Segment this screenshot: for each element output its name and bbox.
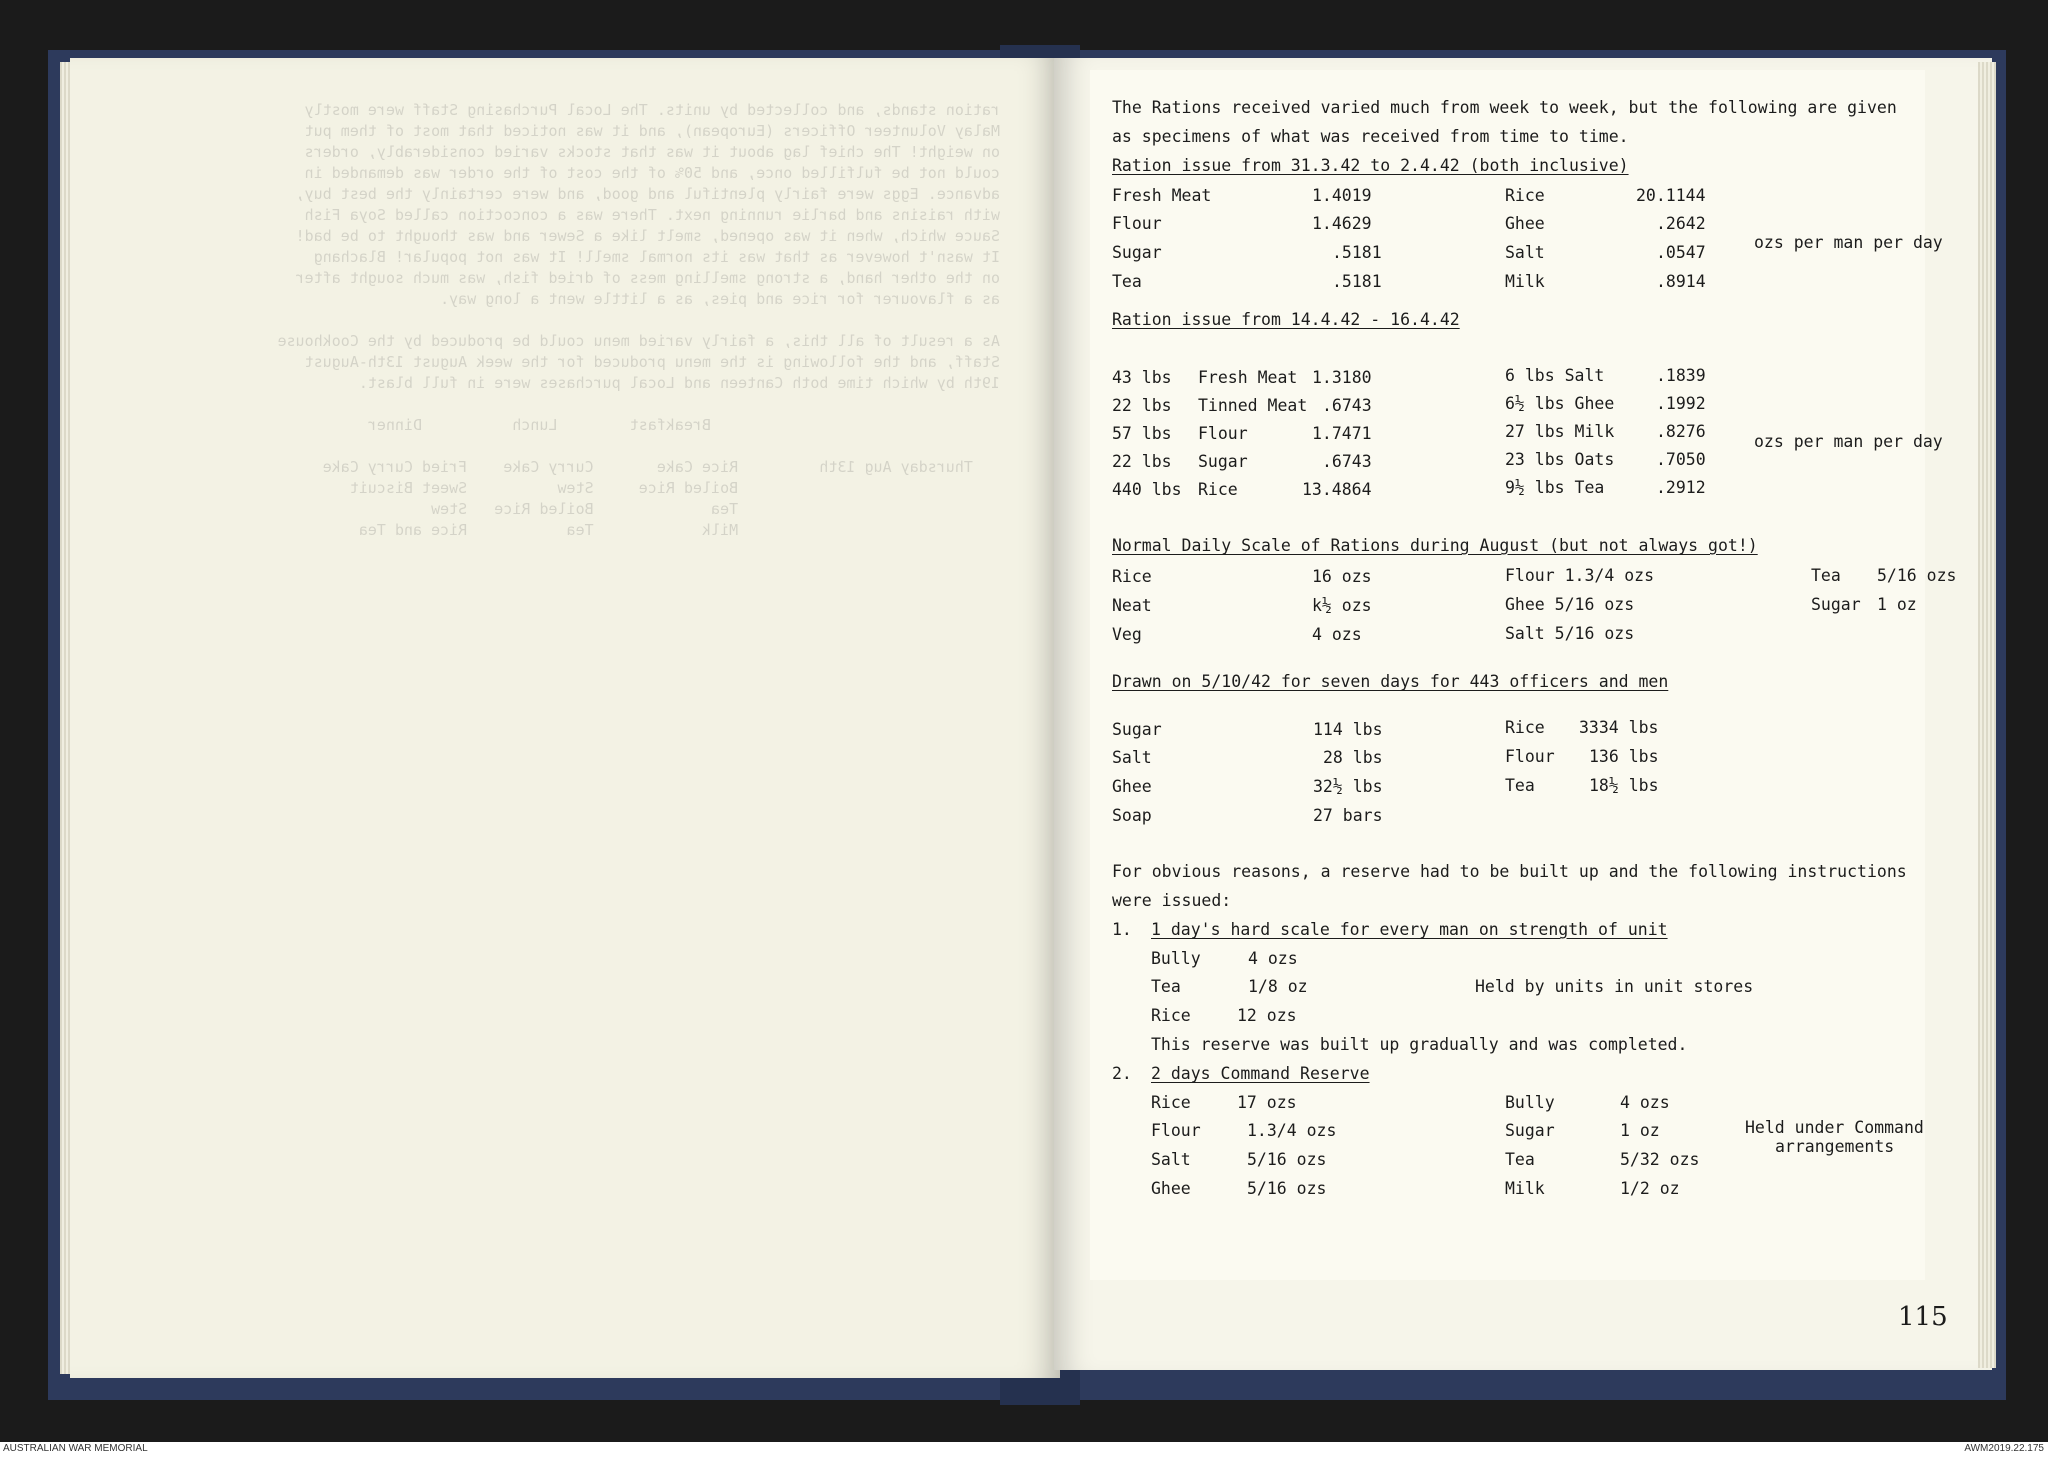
scale-item: Sugar — [1811, 595, 1861, 614]
issue1-value: 20.1144 — [1636, 186, 1706, 205]
issue2-item: Tinned Meat — [1198, 396, 1308, 415]
issue2-value: .8276 — [1656, 422, 1706, 441]
issue2-item: Rice — [1198, 480, 1238, 499]
reserve-two-item: Tea — [1505, 1150, 1535, 1169]
bleed-through-text: ration stands, and collected by units. The Local Purchasing Staff were mostly Malay Volunteer Officers (European), and it was noticed that most of them put on weight! The chief lag about it was that stocks varied considerably, orders could not be fulfilled once, and 50% of the cost of the order was demanded in advance. Eggs were fairly plentiful and good, and were certainly the best buy, with raisins and barlie running next. There was a concoction called Soya Fish Sauce which, when it was opened, smelt like a Sewer and was thought to be bad! It wasn't however as that was its normal smell! It was not popular! Blachang on the other hand, a strong smelling mess of dried fish, was much sought after as a flavourer for rice and pies, as a little went a long way. As a result of all this, a fairly varied menu could be produced by the Cookhouse Staff, and the following is the menu produced for the week August 13th-August 19th by which time both Canteen and Local purchases were in full blast. Breakfast Lunch Dinner Thursday Aug 13th Rice Cake Curry Cake Fried Curry Cake Boiled Rice Stew Sweet Biscuit Tea Boiled Rice Stew Milk Tea Rice and Tea — [277, 101, 1000, 539]
issue1-heading: Ration issue from 31.3.42 to 2.4.42 (both inclusive) — [1112, 156, 1629, 175]
issue1-item: Salt — [1505, 243, 1545, 262]
reserve-two-item: Rice — [1151, 1093, 1191, 1112]
drawn-item: Salt — [1112, 748, 1152, 767]
drawn-item: Soap — [1112, 806, 1152, 825]
issue2-value: .1992 — [1656, 394, 1706, 413]
issue2-value: .6743 — [1322, 396, 1372, 415]
reserve-two-item: Salt — [1151, 1150, 1191, 1169]
issue1-value: .5181 — [1332, 272, 1382, 291]
drawn-value: 32½ lbs — [1313, 777, 1383, 796]
reserve-two-item: Flour — [1151, 1121, 1201, 1140]
reserve-one-item: Tea — [1151, 977, 1181, 996]
drawn-value: 3334 lbs — [1579, 718, 1659, 737]
issue1-value: .8914 — [1656, 272, 1706, 291]
issue1-value: 1.4629 — [1312, 214, 1372, 233]
reserve-two-value: 1 oz — [1620, 1121, 1660, 1140]
reserve-two-value: 1/2 oz — [1620, 1179, 1680, 1198]
reserve-one-value: 4 ozs — [1248, 949, 1298, 968]
drawn-item: Sugar — [1112, 720, 1162, 739]
reserve-one-note: Held by units in unit stores — [1475, 977, 1754, 996]
reserve-two-item: Ghee — [1151, 1179, 1191, 1198]
scale-value: 4 ozs — [1312, 625, 1362, 644]
issue2-qty: 440 lbs — [1112, 480, 1182, 499]
reserve-two-value: 17 ozs — [1237, 1093, 1297, 1112]
scale-entry: Ghee 5/16 ozs — [1505, 595, 1635, 614]
issue2-qty: 57 lbs — [1112, 424, 1172, 443]
reserve-one-value: 1/8 oz — [1248, 977, 1308, 996]
reserve-two-note: Held under Command — [1745, 1118, 1924, 1137]
scale-entry: Salt 5/16 ozs — [1505, 624, 1635, 643]
issue2-heading: Ration issue from 14.4.42 - 16.4.42 — [1112, 310, 1460, 329]
reserve-two-item: Milk — [1505, 1179, 1545, 1198]
footer-bar — [0, 1442, 2048, 1459]
drawn-value: 28 lbs — [1323, 748, 1383, 767]
issue1-value: .5181 — [1332, 243, 1382, 262]
reserve-intro-1: For obvious reasons, a reserve had to be built up and the following instructions — [1112, 862, 1907, 881]
right-page-edges — [1978, 62, 1996, 1368]
issue2-item: 6 lbs Salt — [1505, 366, 1605, 385]
drawn-item: Tea — [1505, 776, 1535, 795]
reserve-two-item: Bully — [1505, 1093, 1555, 1112]
reserve-two-value: 5/16 ozs — [1247, 1150, 1327, 1169]
reserve-one-closing: This reserve was built up gradually and was completed. — [1151, 1035, 1688, 1054]
scale-item: Neat — [1112, 596, 1152, 615]
scale-value: k½ ozs — [1312, 596, 1372, 615]
reserve-intro-2: were issued: — [1112, 891, 1232, 910]
issue1-item: Milk — [1505, 272, 1545, 291]
issue2-value: .2912 — [1656, 478, 1706, 497]
issue2-item: Fresh Meat — [1198, 368, 1298, 387]
issue2-item: 9½ lbs Tea — [1505, 478, 1605, 497]
issue1-value: .2642 — [1656, 214, 1706, 233]
issue2-value: .6743 — [1322, 452, 1372, 471]
footer-left: AUSTRALIAN WAR MEMORIAL — [3, 1443, 148, 1454]
drawn-item: Flour — [1505, 747, 1555, 766]
reserve-one-item: Rice — [1151, 1006, 1191, 1025]
scale-heading: Normal Daily Scale of Rations during August (but not always got!) — [1112, 536, 1758, 555]
issue1-item: Fresh Meat — [1112, 186, 1212, 205]
drawn-item: Ghee — [1112, 777, 1152, 796]
issue2-value: 1.3180 — [1312, 368, 1372, 387]
issue2-value: .7050 — [1656, 450, 1706, 469]
issue2-item: 6½ lbs Ghee — [1505, 394, 1615, 413]
reserve-one-item: Bully — [1151, 949, 1201, 968]
issue1-item: Sugar — [1112, 243, 1162, 262]
intro-line-2: as specimens of what was received from time to time. — [1112, 127, 1629, 146]
page-number: 115 — [1898, 1302, 1948, 1332]
issue2-value: 1.7471 — [1312, 424, 1372, 443]
issue1-item: Tea — [1112, 272, 1142, 291]
drawn-item: Rice — [1505, 718, 1545, 737]
reserve-two-note: arrangements — [1775, 1137, 1895, 1156]
reserve-one-number: 1. — [1112, 920, 1132, 939]
issue2-item: 27 lbs Milk — [1505, 422, 1615, 441]
reserve-two-number: 2. — [1112, 1064, 1132, 1083]
reserve-two-heading: 2 days Command Reserve — [1151, 1064, 1370, 1083]
scale-value: 16 ozs — [1312, 567, 1372, 586]
issue2-unit-note: ozs per man per day — [1754, 432, 1943, 451]
scale-item: Rice — [1112, 567, 1152, 586]
drawn-value: 18½ lbs — [1589, 776, 1659, 795]
drawn-value: 27 bars — [1313, 806, 1383, 825]
issue1-item: Flour — [1112, 214, 1162, 233]
issue1-value: .0547 — [1656, 243, 1706, 262]
scale-item: Tea — [1811, 566, 1841, 585]
issue2-item: Flour — [1198, 424, 1248, 443]
issue2-item: 23 lbs Oats — [1505, 450, 1615, 469]
scale-value: 1 oz — [1877, 595, 1917, 614]
issue2-value: .1839 — [1656, 366, 1706, 385]
issue2-item: Sugar — [1198, 452, 1248, 471]
issue2-qty: 43 lbs — [1112, 368, 1172, 387]
reserve-one-value: 12 ozs — [1237, 1006, 1297, 1025]
reserve-two-value: 5/16 ozs — [1247, 1179, 1327, 1198]
reserve-two-value: 1.3/4 ozs — [1247, 1121, 1337, 1140]
issue1-value: 1.4019 — [1312, 186, 1372, 205]
reserve-two-value: 4 ozs — [1620, 1093, 1670, 1112]
scale-item: Veg — [1112, 625, 1142, 644]
issue1-item: Ghee — [1505, 214, 1545, 233]
drawn-value: 136 lbs — [1589, 747, 1659, 766]
footer-right: AWM2019.22.175 — [1964, 1443, 2044, 1454]
issue1-unit-note: ozs per man per day — [1754, 233, 1943, 252]
intro-line-1: The Rations received varied much from week to week, but the following are given — [1112, 98, 1897, 117]
reserve-two-item: Sugar — [1505, 1121, 1555, 1140]
issue2-value: 13.4864 — [1302, 480, 1372, 499]
reserve-one-heading: 1 day's hard scale for every man on strength of unit — [1151, 920, 1668, 939]
drawn-heading: Drawn on 5/10/42 for seven days for 443 officers and men — [1112, 672, 1669, 691]
scale-entry: Flour 1.3/4 ozs — [1505, 566, 1655, 585]
drawn-value: 114 lbs — [1313, 720, 1383, 739]
issue1-item: Rice — [1505, 186, 1545, 205]
scale-value: 5/16 ozs — [1877, 566, 1957, 585]
issue2-qty: 22 lbs — [1112, 396, 1172, 415]
reserve-two-value: 5/32 ozs — [1620, 1150, 1700, 1169]
issue2-qty: 22 lbs — [1112, 452, 1172, 471]
